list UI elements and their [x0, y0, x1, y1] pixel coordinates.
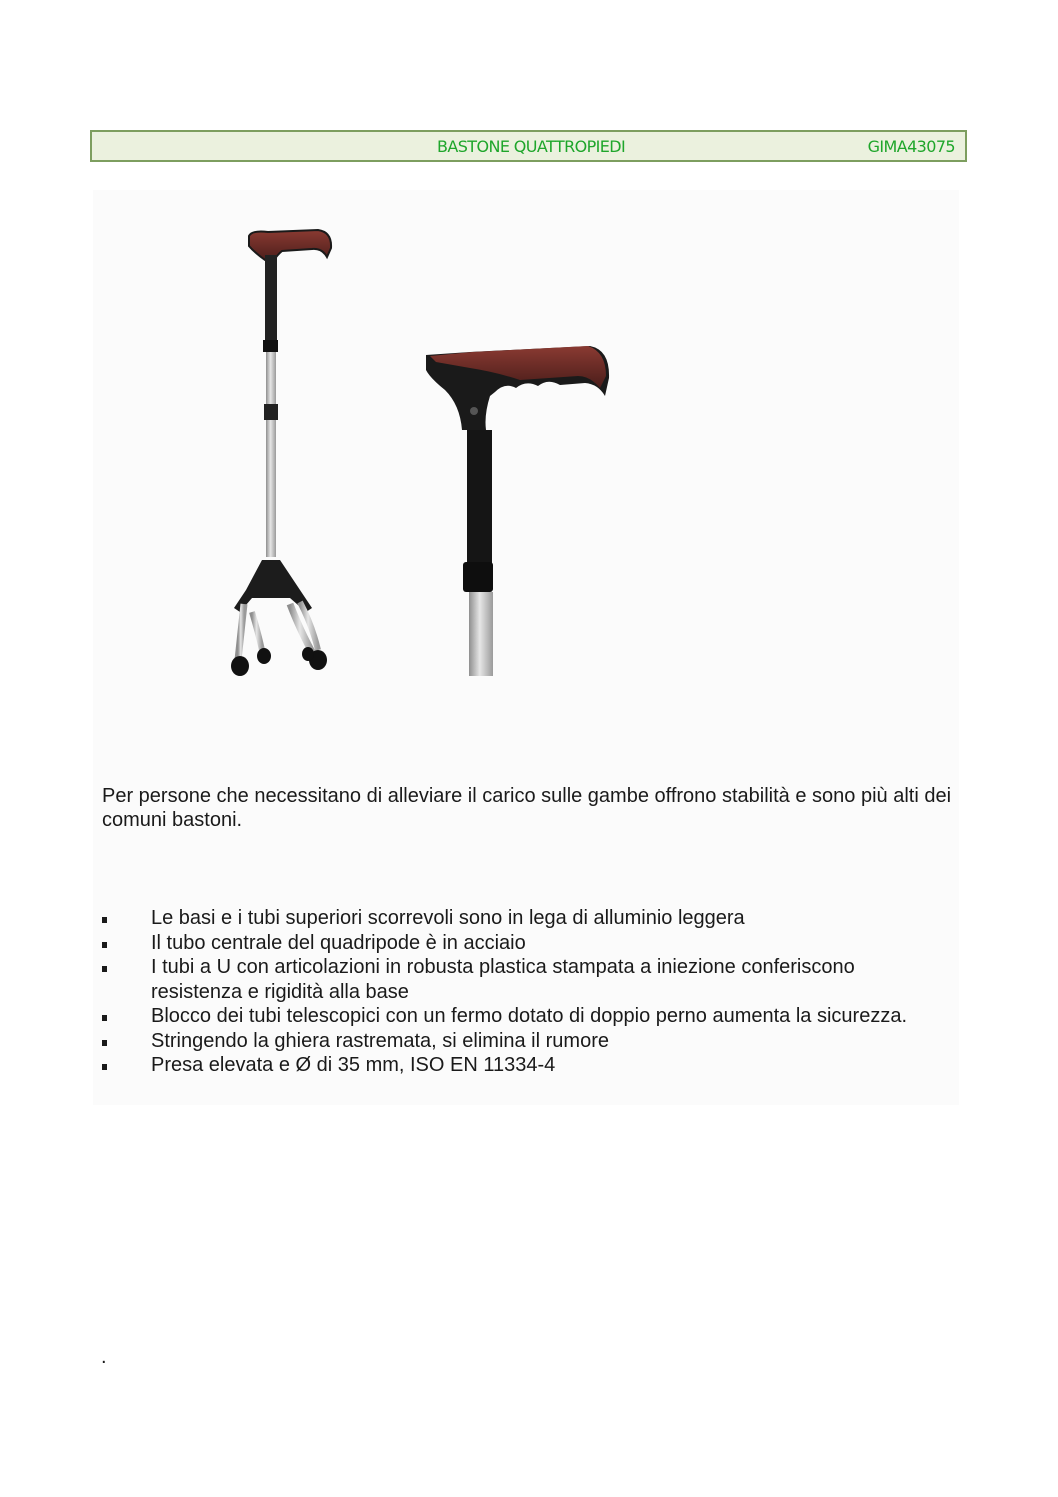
- product-title: BASTONE QUATTROPIEDI: [437, 137, 626, 156]
- product-code: GIMA43075: [867, 137, 955, 156]
- product-photos: [0, 0, 1058, 700]
- list-item: [102, 1004, 922, 1029]
- feature-text: Blocco dei tubi telescopici con un fermo dotato di doppio perno aumenta la sicurezza.: [151, 1005, 908, 1027]
- bullet-icon: [102, 966, 107, 972]
- feature-text: I tubi a U con articolazioni in robusta plastica stampata a iniezione conferiscono resistenza e rigidità alla base: [151, 956, 855, 1003]
- list-item: [102, 955, 922, 1004]
- list-item: [102, 1029, 922, 1054]
- bullet-icon: [102, 942, 107, 948]
- feature-text: Il tubo centrale del quadripode è in acciaio: [151, 931, 526, 954]
- feature-list: [102, 906, 922, 1078]
- bullet-icon: [102, 1064, 107, 1070]
- list-item: [102, 1053, 922, 1078]
- handle-closeup-photo: [426, 346, 609, 676]
- full-cane-photo: [231, 230, 331, 676]
- bullet-icon: [102, 1040, 107, 1046]
- footer-mark: .: [101, 1346, 107, 1368]
- list-item: [102, 906, 922, 931]
- feature-text: Stringendo la ghiera rastremata, si elimina il rumore: [151, 1029, 609, 1052]
- feature-text: Le basi e i tubi superiori scorrevoli sono in lega di alluminio leggera: [151, 907, 745, 929]
- bullet-icon: [102, 917, 107, 923]
- feature-text: Presa elevata e Ø di 35 mm, ISO EN 11334-4: [151, 1054, 556, 1076]
- intro-paragraph: Per persone che necessitano di alleviare il carico sulle gambe offrono stabilità e sono più alti dei comuni bastoni.: [102, 785, 952, 831]
- list-item: [102, 931, 922, 956]
- bullet-icon: [102, 1015, 107, 1021]
